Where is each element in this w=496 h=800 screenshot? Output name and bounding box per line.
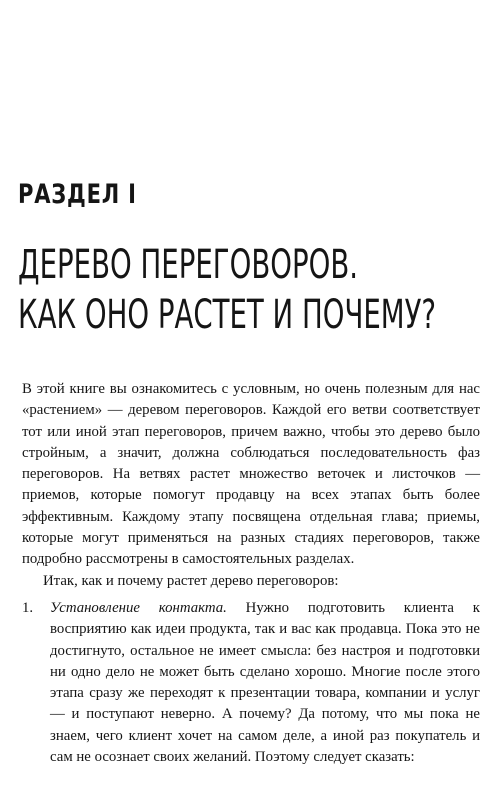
chapter-title-line-2: КАК ОНО РАСТЕТ И ПОЧЕМУ? xyxy=(18,292,437,338)
chapter-title xyxy=(18,240,436,340)
list-item-term: Установление контакта. xyxy=(50,599,227,616)
list-item xyxy=(22,598,480,768)
section-label: РАЗДЕЛ I xyxy=(18,179,137,210)
body-text xyxy=(22,379,480,768)
chapter-title-line-1: ДЕРЕВО ПЕРЕГОВОРОВ. xyxy=(18,242,359,288)
paragraph-lead-in: Итак, как и почему растет дерево переговоров: xyxy=(43,572,339,589)
list-item-number: 1. xyxy=(22,599,34,616)
paragraph-intro: В этой книге вы ознакомитесь с условным, но очень полезным для нас «растением» — деревом переговоров. Каждой его ветви соответствует тот или иной этап переговоров, причем важно, чтобы это дерево было стройным, а значит, должна соблюдаться последовательность фаз переговоров. На ветвях растет множество веточек и листочков — приемов, которые помогут продавцу на всех этапах быть более эффективным. Каждому этапу посвящена отдельная глава; приемы, которые могут применяться на разных стадиях переговоров, также подробно рассмотрены в самостоятельных разделах. xyxy=(22,381,480,568)
stages-list xyxy=(22,598,480,768)
list-item-text: Нужно подготовить клиента к восприятию как идеи продукта, так и вас как продавца. Пока это не достигнуто, остальное не имеет смысла: без настроя и подготовки ни одно дело не может быть сделано хорошо. Многие после этого этапа сразу же переходят к презентации товара, компании и услуг — и поступают неверно. А почему? Да потому, что мы пока не знаем, чего клиент хочет на самом деле, а иной раз покупатель и сам не осознает своих желаний. Поэтому следует сказать: xyxy=(50,599,480,766)
